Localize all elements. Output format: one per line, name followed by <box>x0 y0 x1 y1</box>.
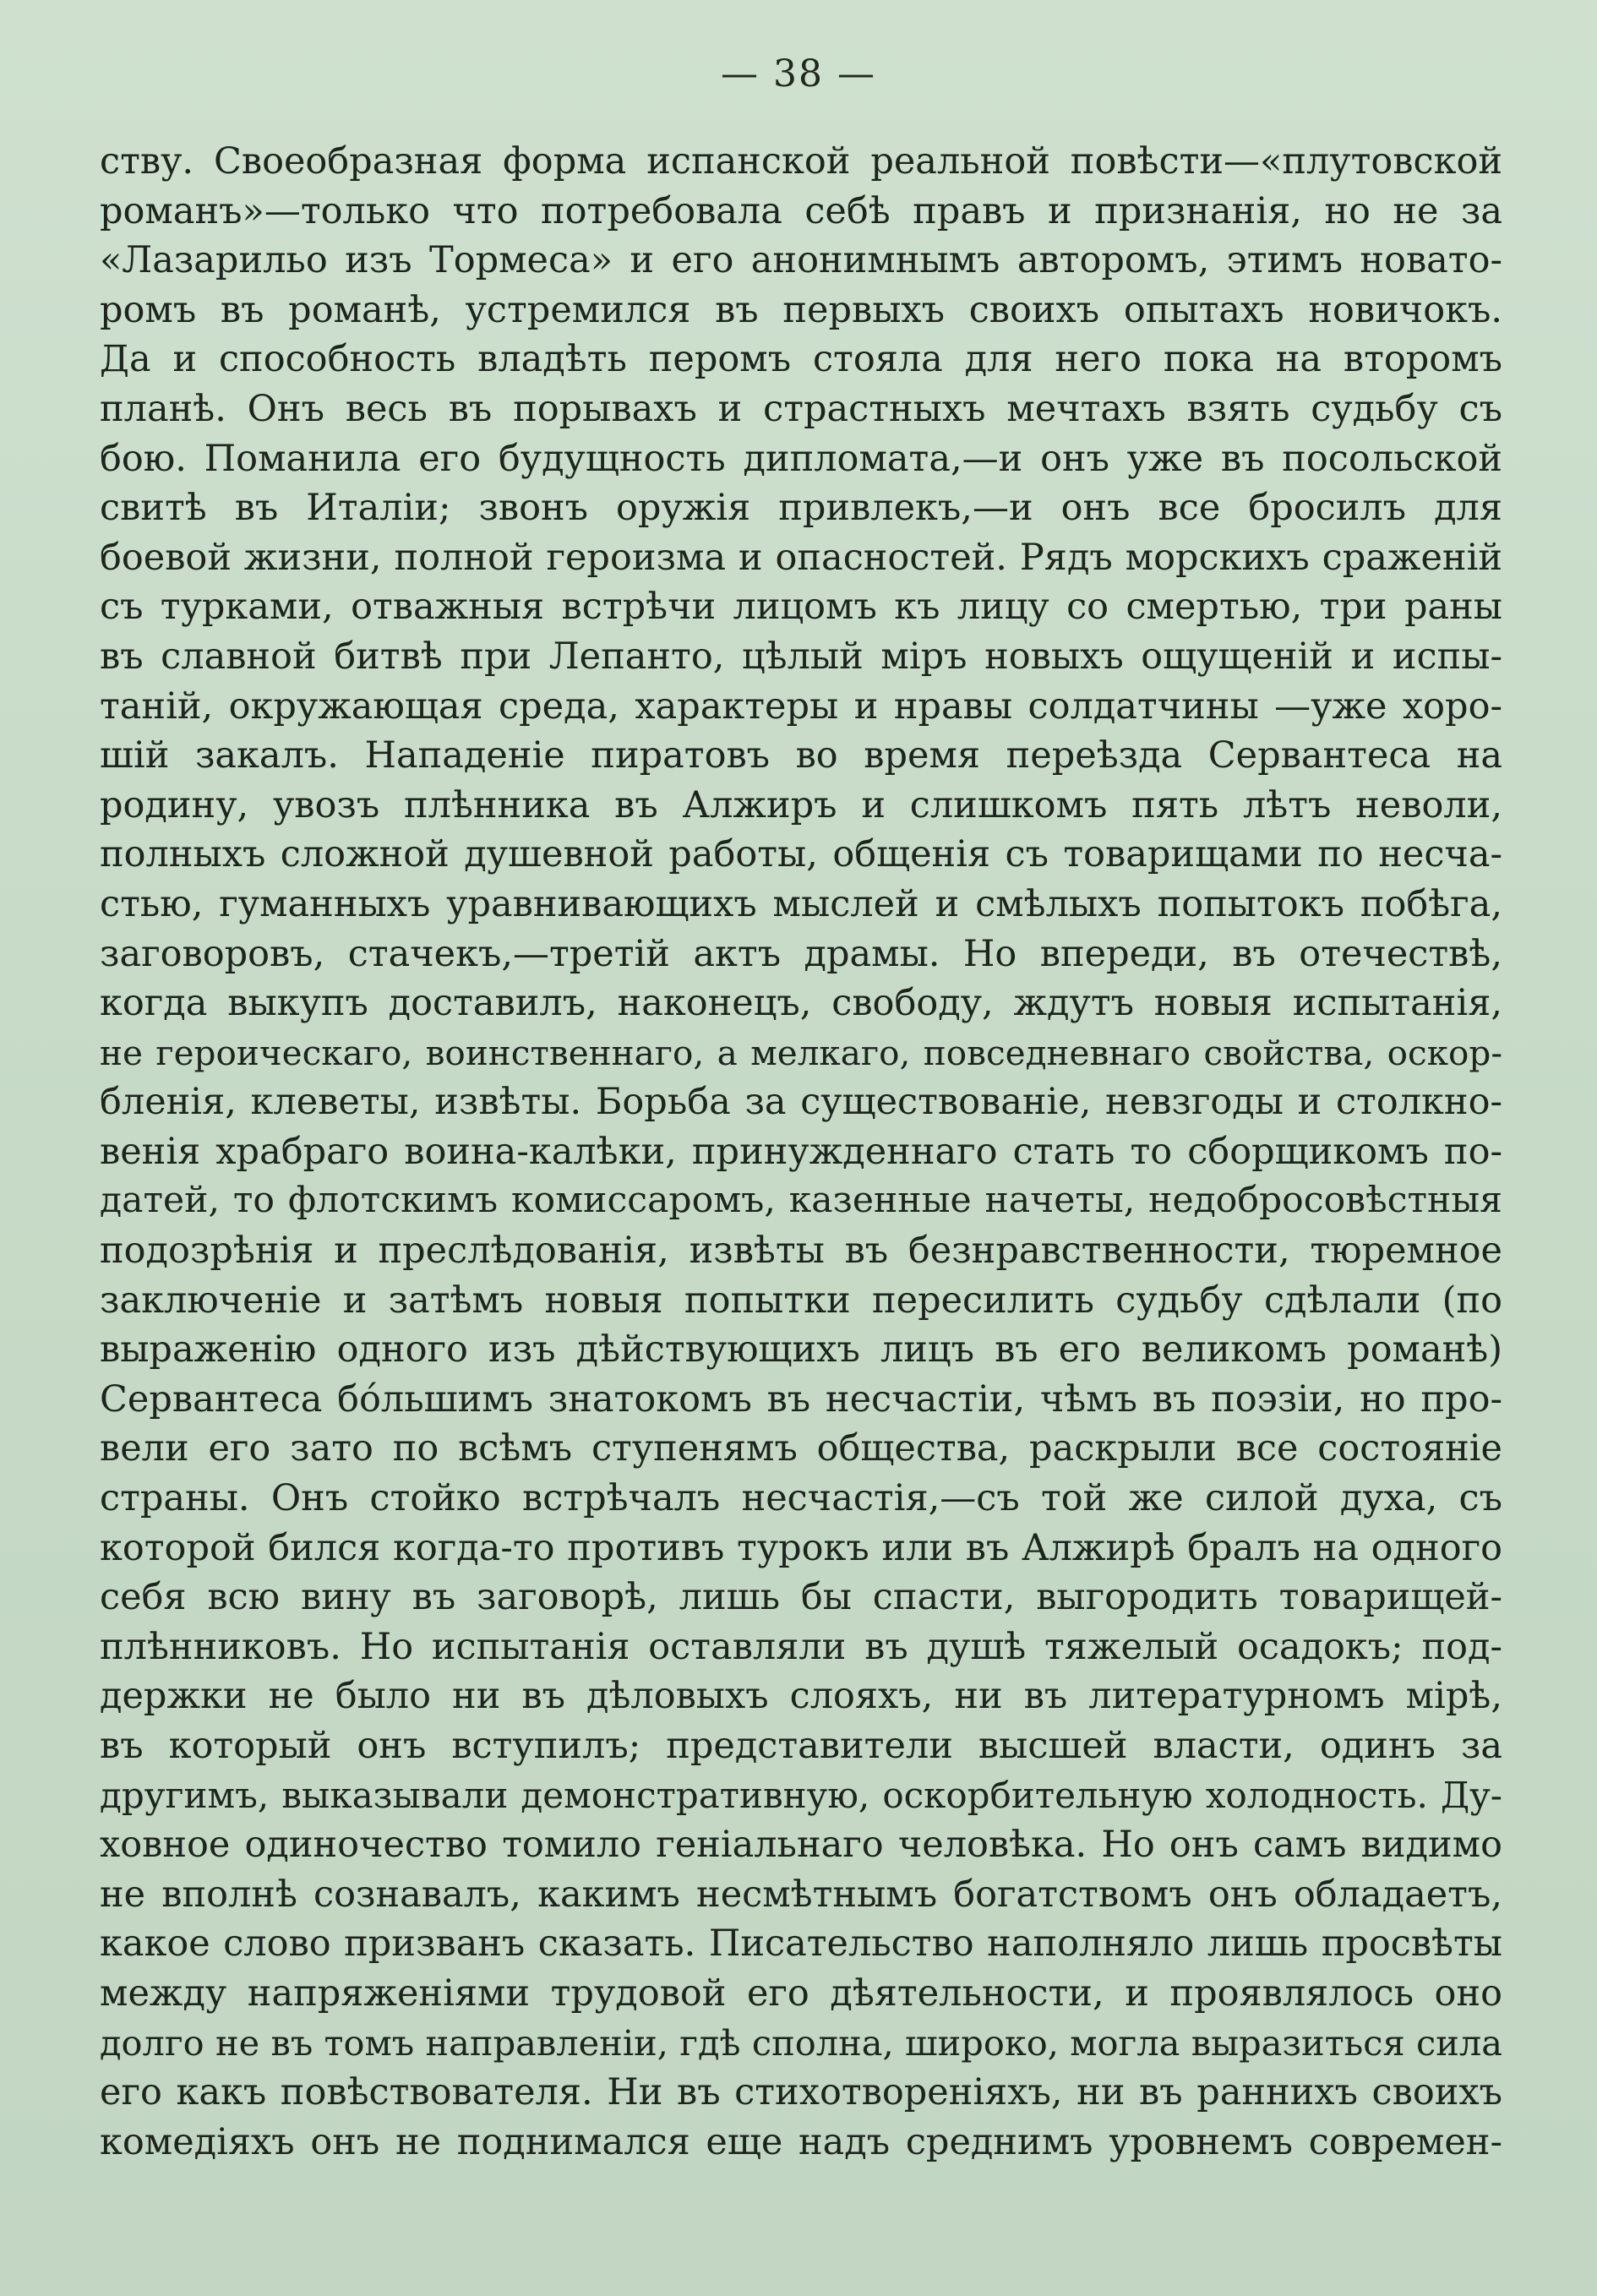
text-line: шій закалъ. Нападеніе пиратовъ во время переѣзда Сервантеса на <box>100 734 1502 777</box>
text-line: между напряженіями трудовой его дѣятельности, и проявлялось оно <box>100 1972 1502 2015</box>
text-line: когда выкупъ доставилъ, наконецъ, свободу, ждутъ новыя испытанія, <box>100 982 1502 1025</box>
text-line: романъ»—только что потребовала себѣ правъ и признанія, но не за <box>100 189 1502 232</box>
text-line: комедіяхъ онъ не поднимался еще надъ среднимъ уровнемъ современ- <box>100 2120 1502 2163</box>
text-line: стью, гуманныхъ уравнивающихъ мыслей и смѣлыхъ попытокъ побѣга, <box>100 882 1502 925</box>
text-line: Да и способность владѣть перомъ стояла для него пока на второмъ <box>100 338 1502 381</box>
text-line: плѣнниковъ. Но испытанія оставляли въ душѣ тяжелый осадокъ; под- <box>100 1625 1502 1668</box>
text-line: не героическаго, воинственнаго, а мелкаго, повседневнаго свойства, оскор- <box>100 1032 1502 1073</box>
text-line: долго не въ томъ направленіи, гдѣ сполна, широко, могла выразиться сила <box>100 2021 1502 2064</box>
text-line: венія храбраго воина-калѣки, принужденнаго стать то сборщикомъ по- <box>100 1130 1502 1173</box>
text-line: какое слово призванъ сказать. Писательство наполняло лишь просвѣты <box>100 1922 1502 1966</box>
text-line: въ который онъ вступилъ; представители высшей власти, одинъ за <box>100 1725 1502 1767</box>
text-line: «Лазарильо изъ Тормеса» и его анонимнымъ авторомъ, этимъ новато- <box>100 239 1502 282</box>
page-number: — 38 — <box>721 52 876 95</box>
text-line: его какъ повѣствователя. Ни въ стихотвореніяхъ, ни въ раннихъ своихъ <box>100 2071 1502 2114</box>
text-line: Сервантеса бóльшимъ знатокомъ въ несчастіи, чѣмъ въ поэзіи, но про- <box>100 1377 1502 1421</box>
text-line: выраженію одного изъ дѣйствующихъ лицъ въ его великомъ романѣ) <box>100 1328 1502 1372</box>
body-text <box>100 137 1502 2167</box>
text-line: планѣ. Онъ весь въ порывахъ и страстныхъ мечтахъ взять судьбу съ <box>100 387 1502 430</box>
text-line: бленія, клеветы, извѣты. Борьба за существованіе, невзгоды и столкно- <box>100 1081 1502 1124</box>
text-line: себя всю вину въ заговорѣ, лишь бы спасти, выгородить товарищей- <box>100 1576 1502 1619</box>
text-line: другимъ, выказывали демонстративную, оскорбительную холодность. Ду- <box>100 1774 1502 1816</box>
text-line: заговоровъ, стачекъ,—третій актъ драмы. Но впереди, въ отечествѣ, <box>100 932 1502 975</box>
text-line: ству. Своеобразная форма испанской реальной повѣсти—«плутовской <box>100 140 1502 183</box>
text-line: полныхъ сложной душевной работы, общенія съ товарищами по несча- <box>100 833 1502 876</box>
text-line: свитѣ въ Италіи; звонъ оружія привлекъ,—и онъ все бросилъ для <box>100 487 1502 530</box>
text-line: ромъ въ романѣ, устремился въ первыхъ своихъ опытахъ новичокъ. <box>100 288 1502 331</box>
text-line: ховное одиночество томило геніальнаго человѣка. Но онъ самъ видимо <box>100 1824 1502 1867</box>
text-line: держки не было ни въ дѣловыхъ слояхъ, ни въ литературномъ мірѣ, <box>100 1675 1502 1718</box>
text-line: подозрѣнія и преслѣдованія, извѣты въ безнравственности, тюремное <box>100 1230 1502 1273</box>
text-line: родину, увозъ плѣнника въ Алжиръ и слишкомъ пять лѣтъ неволи, <box>100 783 1502 826</box>
text-line: заключеніе и затѣмъ новыя попытки пересилить судьбу сдѣлали (по <box>100 1279 1502 1322</box>
text-line: въ славной битвѣ при Лепанто, цѣлый міръ новыхъ ощущеній и испы- <box>100 635 1502 678</box>
text-line: боевой жизни, полной героизма и опасностей. Рядъ морскихъ сраженій <box>100 536 1502 579</box>
text-line: съ турками, отважныя встрѣчи лицомъ къ лицу со смертью, три раны <box>100 586 1502 629</box>
text-line: страны. Онъ стойко встрѣчалъ несчастія,—съ той же силой духа, съ <box>100 1477 1502 1520</box>
text-line: датей, то флотскимъ комиссаромъ, казенные начеты, недобросовѣстныя <box>100 1180 1502 1222</box>
text-line: таній, окружающая среда, характеры и нравы солдатчины —уже хоро- <box>100 684 1502 728</box>
text-line: которой бился когда-то противъ турокъ или въ Алжирѣ бралъ на одного <box>100 1526 1502 1569</box>
text-line: вели его зато по всѣмъ ступенямъ общества, раскрыли все состояніе <box>100 1427 1502 1470</box>
text-line: не вполнѣ сознавалъ, какимъ несмѣтнымъ богатствомъ онъ обладаетъ, <box>100 1873 1502 1916</box>
text-line: бою. Поманила его будущность дипломата,—и онъ уже въ посольской <box>100 437 1502 480</box>
